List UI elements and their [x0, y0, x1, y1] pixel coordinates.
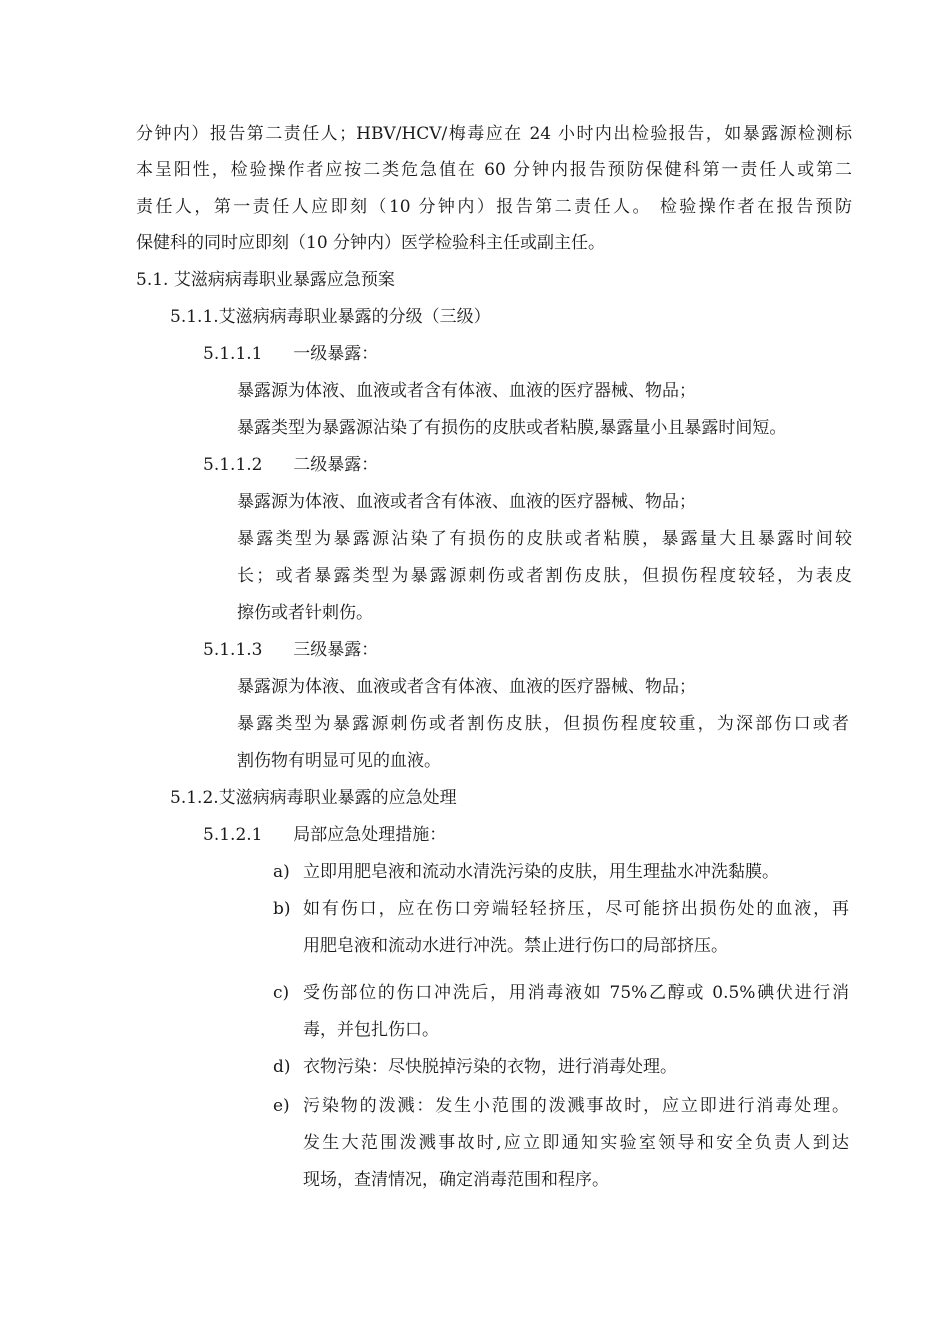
item-b-line-2: 用肥皂液和流动水进行冲洗。禁止进行伤口的局部挤压。 [303, 936, 728, 956]
item-e-line-3: 现场，查清情况，确定消毒范围和程序。 [303, 1170, 609, 1190]
item-d-marker: d) [273, 1057, 291, 1077]
section-5-1-2-heading: 5.1.2.艾滋病病毒职业暴露的应急处理 [170, 788, 457, 808]
item-c-line-1: 受伤部位的伤口冲洗后，用消毒液如 75%乙醇或 0.5%碘伏进行消 [303, 983, 849, 1003]
level3-heading [203, 638, 378, 662]
section-5-1-heading: 5.1. 艾滋病病毒职业暴露应急预案 [136, 270, 395, 290]
level1-line-2: 暴露类型为暴露源沾染了有损伤的皮肤或者粘膜,暴露量小且暴露时间短。 [237, 418, 787, 438]
item-a-marker: a) [273, 862, 290, 882]
section-5-1-1-heading: 5.1.1.艾滋病病毒职业暴露的分级（三级） [170, 307, 491, 327]
intro-line-3: 责任人，第一责任人应即刻（10 分钟内）报告第二责任人。 检验操作者在报告预防 [136, 197, 852, 217]
intro-line-2: 本呈阳性，检验操作者应按二类危急值在 60 分钟内报告预防保健科第一责任人或第二 [136, 160, 852, 180]
item-e-line-1: 污染物的泼溅：发生小范围的泼溅事故时，应立即进行消毒处理。 [303, 1096, 849, 1116]
item-d-line-1: 衣物污染：尽快脱掉污染的衣物，进行消毒处理。 [303, 1057, 677, 1077]
level2-line-1: 暴露源为体液、血液或者含有体液、血液的医疗器械、物品； [237, 492, 696, 512]
item-a-line-1: 立即用肥皂液和流动水清洗污染的皮肤，用生理盐水冲洗黏膜。 [303, 862, 779, 882]
item-c-line-2: 毒，并包扎伤口。 [303, 1020, 439, 1040]
level1-heading [203, 342, 378, 366]
level1-title: 一级暴露： [293, 344, 379, 364]
item-b-line-1: 如有伤口，应在伤口旁端轻轻挤压，尽可能挤出损伤处的血液，再 [303, 899, 849, 919]
level2-heading [203, 453, 378, 477]
level1-number: 5.1.1.1 [203, 344, 263, 364]
level3-line-3: 割伤物有明显可见的血液。 [237, 751, 441, 771]
level3-number: 5.1.1.3 [203, 640, 263, 660]
intro-line-4: 保健科的同时应即刻（10 分钟内）医学检验科主任或副主任。 [136, 233, 606, 253]
level3-title: 三级暴露： [293, 640, 379, 660]
level2-title: 二级暴露： [293, 455, 379, 475]
sub-5-1-2-1-heading [203, 823, 446, 847]
intro-line-1: 分钟内）报告第二责任人；HBV/HCV/梅毒应在 24 小时内出检验报告，如暴露源检测标 [136, 124, 852, 144]
level2-line-2: 暴露类型为暴露源沾染了有损伤的皮肤或者粘膜，暴露量大且暴露时间较 [237, 529, 852, 549]
item-e-marker: e) [273, 1096, 290, 1116]
level3-line-1: 暴露源为体液、血液或者含有体液、血液的医疗器械、物品； [237, 677, 696, 697]
sub-title: 局部应急处理措施： [293, 825, 447, 845]
level2-number: 5.1.1.2 [203, 455, 263, 475]
item-c-marker: c) [273, 983, 290, 1003]
level2-line-4: 擦伤或者针刺伤。 [237, 603, 373, 623]
item-e-line-2: 发生大范围泼溅事故时,应立即通知实验室领导和安全负责人到达 [303, 1133, 849, 1153]
level3-line-2: 暴露类型为暴露源刺伤或者割伤皮肤，但损伤程度较重，为深部伤口或者 [237, 714, 849, 734]
level1-line-1: 暴露源为体液、血液或者含有体液、血液的医疗器械、物品； [237, 381, 696, 401]
level2-line-3: 长；或者暴露类型为暴露源刺伤或者割伤皮肤，但损伤程度较轻，为表皮 [237, 566, 852, 586]
sub-number: 5.1.2.1 [203, 825, 263, 845]
item-b-marker: b) [273, 899, 291, 919]
